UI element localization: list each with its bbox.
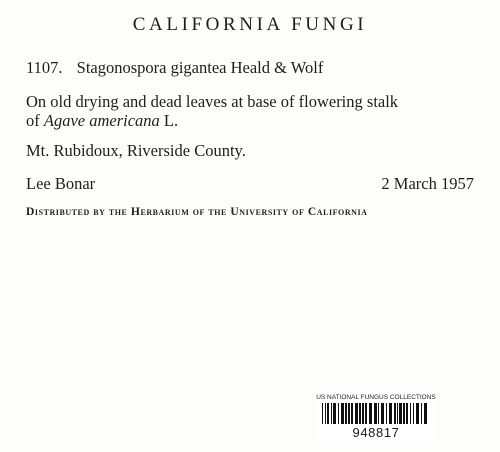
barcode-bar — [406, 403, 408, 424]
host-name: Agave americana — [43, 111, 160, 130]
barcode-bar — [333, 403, 336, 424]
barcode-caption: US NATIONAL FUNGUS COLLECTIONS — [316, 394, 436, 401]
barcode-bar — [378, 403, 379, 424]
barcode-bar — [374, 403, 377, 424]
barcode-bar — [424, 403, 427, 424]
barcode-bar — [348, 403, 350, 424]
barcode-bar — [325, 403, 326, 424]
barcode-bar — [351, 403, 353, 424]
barcode-bar — [386, 403, 387, 424]
barcode-bar — [381, 403, 384, 424]
barcode-bar — [341, 403, 344, 424]
barcode-bar — [369, 403, 372, 424]
barcode-bar — [362, 403, 364, 424]
collection-title: CALIFORNIA FUNGI — [132, 14, 368, 35]
host-author: L. — [163, 111, 179, 130]
barcode-bar — [394, 403, 396, 424]
barcode-bar — [410, 403, 411, 424]
host-line — [26, 111, 178, 131]
barcode-bar — [365, 403, 367, 424]
barcode-bar — [331, 403, 332, 424]
barcode-bar — [399, 403, 402, 424]
locality: Mt. Rubidoux, Riverside County. — [26, 141, 246, 160]
barcode-bar — [413, 403, 414, 424]
barcode-bar — [322, 403, 323, 424]
barcode-bar — [359, 403, 361, 424]
specimen-number: 1107. — [26, 58, 63, 77]
barcode-bar — [389, 403, 392, 424]
habitat-line: On old drying and dead leaves at base of flowering stalk — [26, 92, 399, 111]
barcode-bar — [416, 403, 419, 424]
barcode-bars — [322, 403, 430, 424]
collection-date: 2 March 1957 — [381, 174, 474, 193]
taxon-name: Stagonospora gigantea Heald & Wolf — [76, 58, 324, 77]
barcode-bar — [327, 403, 329, 424]
barcode-bar — [355, 403, 358, 424]
barcode-number: 948817 — [352, 425, 400, 440]
barcode-bar — [421, 403, 422, 424]
barcode-bar — [403, 403, 405, 424]
specimen-line — [26, 58, 323, 78]
habitat-prefix: of — [26, 111, 40, 130]
barcode-bar — [397, 403, 398, 424]
distribution-note: Distributed by the Herbarium of the University of California — [26, 205, 368, 218]
barcode-bar — [345, 403, 347, 424]
barcode-bar — [338, 403, 339, 424]
barcode-sticker — [316, 394, 436, 444]
collector: Lee Bonar — [26, 174, 96, 193]
